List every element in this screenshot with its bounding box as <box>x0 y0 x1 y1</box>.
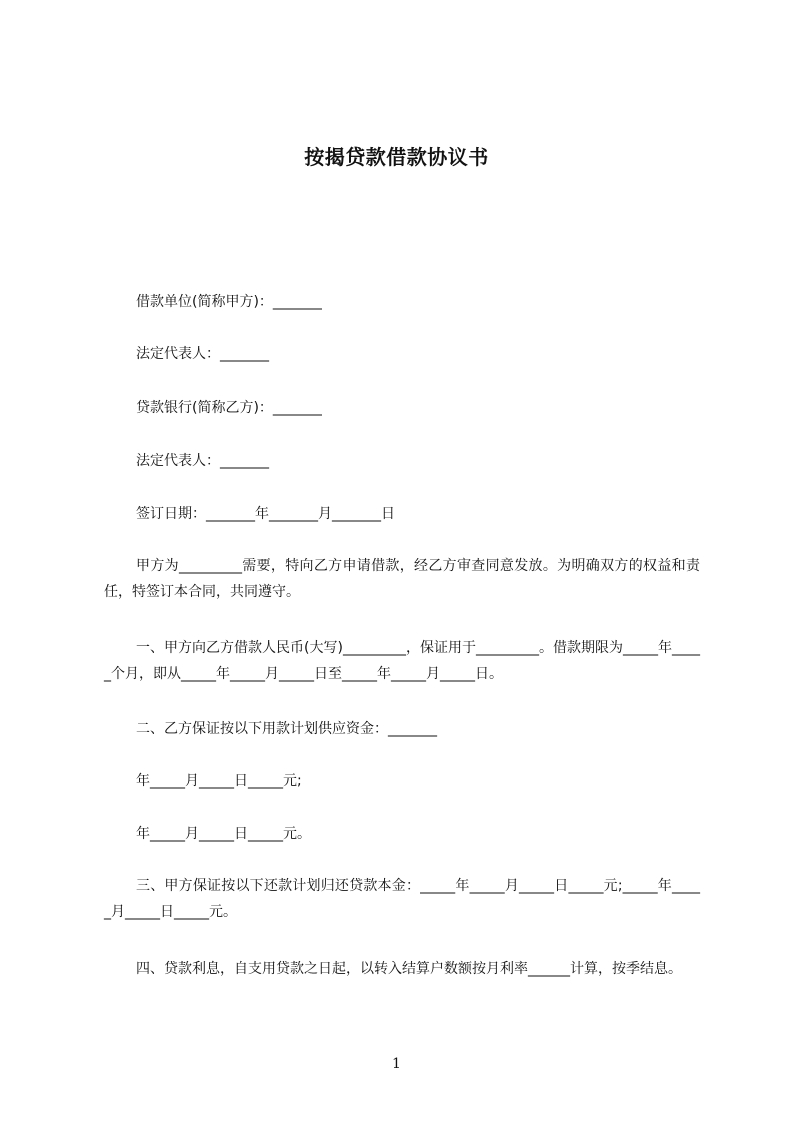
clause-4-paragraph: 四、贷款利息，自支用贷款之日起，以转入结算户数额按月利率______计算，按季结息。 <box>136 961 682 977</box>
lender-representative-field: 法定代表人：_______ <box>136 453 269 469</box>
clause-1-paragraph: 一、甲方向乙方借款人民币(大写)_________，保证用于_________。借款期限为_____年_____个月，即从_____年_____月_____日至_____年_____月_____日。 <box>104 640 700 682</box>
clause-3-paragraph: 三、甲方保证按以下还款计划归还贷款本金：_____年_____月_____日_____元;_____年_____月_____日_____元。 <box>104 878 700 920</box>
clause-2-paragraph: 二、乙方保证按以下用款计划供应资金：_______ <box>136 721 437 737</box>
borrower-representative-field: 法定代表人：_______ <box>136 346 269 362</box>
clause-2-schedule-line-1: 年_____月_____日_____元; <box>136 773 302 789</box>
document-title: 按揭贷款借款协议书 <box>304 145 489 169</box>
intro-paragraph: 甲方为_________需要，特向乙方申请借款，经乙方审查同意发放。为明确双方的权益和责任，特签订本合同，共同遵守。 <box>104 558 700 600</box>
lender-field: 贷款银行(简称乙方)：_______ <box>136 400 322 416</box>
page-number: 1 <box>392 1056 401 1072</box>
borrower-field: 借款单位(简称甲方)：_______ <box>136 294 322 310</box>
clause-2-schedule-line-2: 年_____月_____日_____元。 <box>136 826 311 842</box>
signing-date-field: 签订日期：_______年_______月_______日 <box>136 506 395 522</box>
